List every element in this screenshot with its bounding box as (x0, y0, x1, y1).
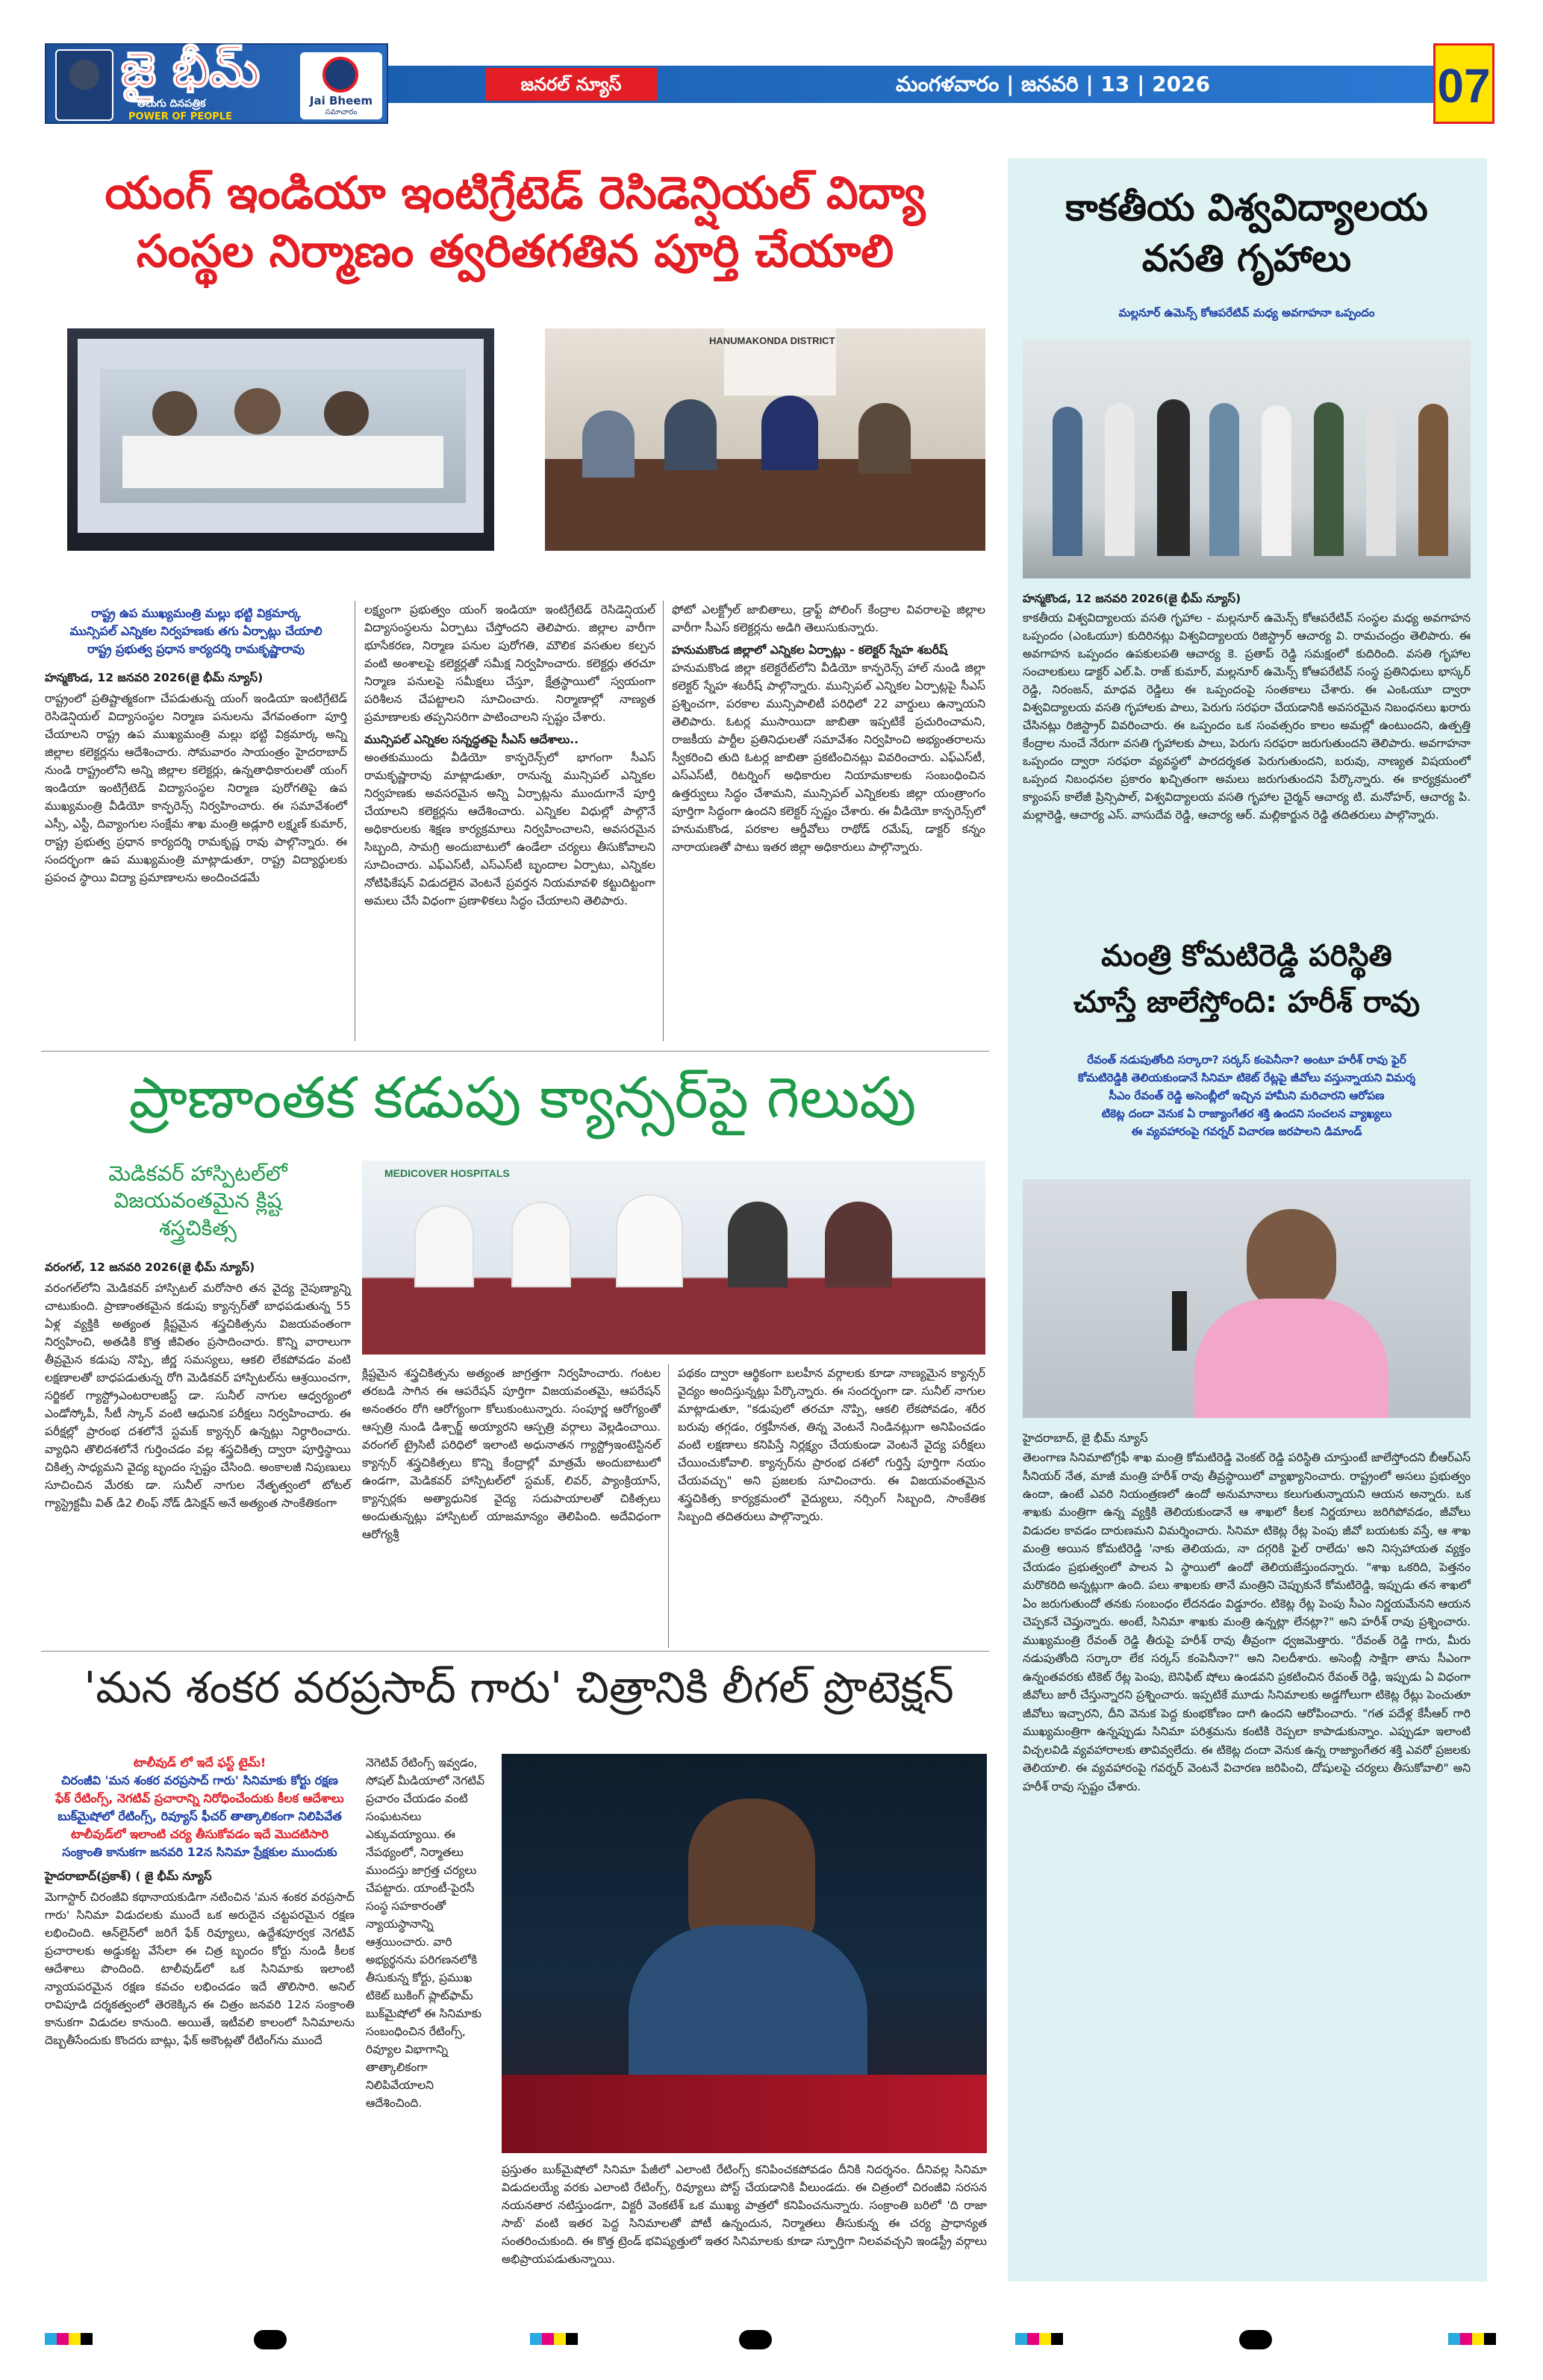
story3-col3 (502, 2161, 987, 2268)
color-bar (1448, 2333, 1496, 2348)
story2-deck-2: విజయవంతమైన క్లిష్ట (113, 1188, 282, 1214)
sidebar-s2-deck-item: కోమటిరెడ్డికి తెలియకుండానే సినిమా టికెట్ రేట్లపై జీవోలు వస్తున్నాయని విమర్శ (1078, 1071, 1415, 1084)
story1-body3b: హనుమకొండ జిల్లా కలెక్టరేట్‌లోని వీడియో కాన్ఫరెన్స్ హాల్ నుండి జిల్లా కలెక్టర్ స్నేహ శబరీష్ పాల్గొన్నారు. మున్సిపల్ ఎన్నికల ఏర్పాట్లపై సీఎస్ ప్రశ్నించగా, పరకాల మున్సిపాలిటీ పరిధిలో 22 వార్డులు ఉన్నాయని తెలిపారు. ఓటర్ల ముసాయిదా జాబితా ఇప్పటికే ప్రచురించామని, రాజకీయ పార్టీల ప్రతినిధులతో సమావేశం నిర్వహించి అభ్యంతరాలను స్వీకరించి తుది ఓటర్ల జాబితా ప్రకటించినట్లు వివరించారు. ఎఫ్ఎస్‌టీ, ఎస్ఎస్‌టీ, రిటర్నింగ్ అధికారుల నియామకాలకు సంబంధించిన ఉత్తర్వులు సిద్ధం చేశామని, మున్సిపల్ ఎన్నికలకు జిల్లా యంత్రాంగం పూర్తిగా సిద్ధంగా ఉందని కలెక్టర్ స్పష్టం చేశారు. ఈ వీడియో కాన్ఫరెన్స్‌లో హనుమకొండ, పరకాల ఆర్డీవోలు రాథోడ్ రమేష్, డాక్టర్ కన్నం నారాయణతో పాటు ఇతర జిల్లా అధికారులు పాల్గొన్నారు. (672, 661, 985, 855)
sidebar-story1-deck: మల్లనూర్ ఉమెన్స్ కోఆపరేటివ్ మధ్య అవగాహనా ఒప్పందం (1118, 306, 1375, 319)
sidebar-s2-deck-item: రేవంత్ నడుపుతోంది సర్కారా? సర్కస్ కంపెనీనా? అంటూ హరీశ్ రావు ఫైర్ (1087, 1053, 1406, 1066)
story3-bullet: టాలీవుడ్ లో ఇదే ఫస్ట్ టైమ్! (133, 1755, 266, 1770)
newspaper-logo[interactable] (45, 43, 388, 124)
story3-body3: ప్రస్తుతం బుక్‌మైషోలో సినిమా పేజీలో ఎలాంటి రేటింగ్స్ కనిపించకపోవడం దీనికి నిదర్శనం. దీనివల్ల సినిమా విడుదలయ్యే వరకు ఎలాంటి రేటింగ్స్, రివ్యూలు పోస్ట్ చేయడానికి వీలుండదు. ఈ చిత్రంలో చిరంజీవి సరసన నయనతార నటిస్తుండగా, విక్టరీ వెంకటేశ్ ఒక ముఖ్య పాత్రలో కనిపించనున్నారు. సంక్రాంతి బరిలో 'ది రాజా సాబ్' వంటి ఇతర పెద్ద సినిమాలతో పోటీ ఉన్నందున, నిర్మాతలు తీసుకున్న ఈ చర్య ప్రాధాన్యత సంతరించుకుంది. ఈ కొత్త ట్రెండ్ భవిష్యత్తులో ఇతర సినిమాలకు కూడా స్ఫూర్తిగా నిలవవచ్చని ఇండస్ట్రీ వర్గాలు అభిప్రాయపడుతున్నాయి. (502, 2163, 987, 2267)
sidebar-s1-body: కాకతీయ విశ్వవిద్యాలయ వసతి గృహాల - మల్లనూర్ ఉమెన్స్ కోఆపరేటివ్ సంస్థల మధ్య అవగాహన ఒప్పందం (ఎంఓయూ) కుదిరినట్లు విశ్వవిద్యాలయ రిజిస్ట్రార్ ఆచార్య వి. రామచంద్రం తెలిపారు. ఈ అవగాహన ఒప్పందం ఉపకులపతి ఆచార్య కె. ప్రతాప్ రెడ్డి సమక్షంలో కుదిరింది. వసతి గృహాల సంచాలకులు డాక్టర్ ఎల్.పి. రాజ్ కుమార్, మల్లనూర్ ఉమెన్స్ కోఆపరేటివ్ సంస్థ ప్రతినిధులు భాస్కర్ రెడ్డి, నిరంజన్, మాధవ రెడ్డిలు ఈ ఒప్పందంపై సంతకాలు చేశారు. ఈ ఎంఓయూ ద్వారా విశ్వవిద్యాలయ వసతి గృహాలకు పాలు, పెరుగు సరఫరా చేయడానికి అవసరమైన నిబంధనలు ఖరారు చేసినట్లు రిజిస్ట్రార్ వివరించారు. ఈ ఒప్పందం ఒక సంవత్సరం కాలం అమల్లో ఉంటుందని, ఉత్పత్తి కేంద్రాల నుంచే నేరుగా వసతి గృహాలకు పాలు, పెరుగు సరఫరా జరుగుతుందని తెలిపారు. అవగాహనా ఒప్పందం ద్వారా సరఫరా వ్యవస్థలో పారదర్శకత పెరుగుతుందని, బరువు, నాణ్యత విషయంలో ఒప్పంద నిబంధనల ప్రకారం ఖచ్చితంగా అమలు జరుగుతుందని పేర్కొన్నారు. ఈ కార్యక్రమంలో క్యాంపస్ కాలేజీ ప్రిన్సిపాల్, విశ్వవిద్యాలయ వసతి గృహాల చైర్మన్ ఆచార్య టి. మనోహర్, ఆచార్య పి. మల్లారెడ్డి, ఆచార్య ఎస్. వాసుదేవ రెడ్డి, ఆచార్య ఆర్. మల్లికార్జున రెడ్డి తదితరులు పాల్గొన్నారు. (1023, 611, 1471, 822)
story1-subhead: మున్సిపల్ ఎన్నికల సన్నద్ధతపై సీఎస్ ఆదేశాలు.. (364, 733, 579, 747)
story2-photo (362, 1161, 985, 1355)
color-bar (530, 2333, 578, 2348)
story2-headline: ప్రాణాంతక కడుపు క్యాన్సర్‌పై గెలుపు (128, 1064, 917, 1131)
story3-bullet: టాలీవుడ్‌లో ఇలాంటి చర్య తీసుకోవడం ఇదే మొదటిసారి (70, 1827, 329, 1841)
story2-body3: పథకం ద్వారా ఆర్థికంగా బలహీన వర్గాలకు కూడా నాణ్యమైన క్యాన్సర్ వైద్యం అందిస్తున్నట్లు పేర్కొన్నారు. ఈ సందర్భంగా డా. సునీల్ నాగుల మాట్లాడుతూ, "కడుపులో తరచూ నొప్పి, ఆకలి లేకపోవడం, శరీర బరువు తగ్గడం, రక్తహీనత, తిన్న వెంటనే నిండినట్లుగా అనిపించడం వంటి లక్షణాలు కనిపిస్తే నిర్లక్ష్యం చేయకుండా వెంటనే వైద్య పరీక్షలు చేయించుకోవాలి. క్యాన్సర్‌ను ప్రారంభ దశలో గుర్తిస్తే పూర్తిగా నయం చేయవచ్చు" అని ప్రజలకు సూచించారు. ఈ విజయవంతమైన శస్త్రచికిత్స కార్యక్రమంలో వైద్యులు, నర్సింగ్ సిబ్బంది, సాంకేతిక సిబ్బంది తదితరులు పాల్గొన్నారు. (678, 1367, 985, 1524)
sidebar-story2-headline (1023, 933, 1471, 1025)
story3-movie-poster (502, 1754, 987, 2153)
story1-photo-caption: HANUMAKONDA DISTRICT (709, 335, 835, 346)
sidebar-story1-photo (1023, 340, 1471, 578)
story1-col2 (364, 601, 655, 910)
story2-body1: వరంగల్‌లోని మెడికవర్ హాస్పిటల్ మరోసారి తన వైద్య నైపుణ్యాన్ని చాటుకుంది. ప్రాణాంతకమైన కడుపు క్యాన్సర్‌తో బాధపడుతున్న 55 ఏళ్ల వ్యక్తికి అత్యంత క్లిష్టమైన శస్త్రచికిత్సను విజయవంతంగా నిర్వహించి, అతడికి కొత్త జీవితం ప్రసాదించారు. కొన్ని వారాలుగా తీవ్రమైన కడుపు నొప్పి, జీర్ణ సమస్యలు, ఆకలి లేకపోవడం వంటి లక్షణాలతో బాధపడుతున్న రోగి మెడికవర్ హాస్పిటల్‌ను ఆశ్రయించగా, సర్జికల్ గ్యాస్ట్రోఎంటరాలజిస్ట్ డా. సునీల్ నాగుల ఆధ్వర్యంలో ఎండోస్కోపీ, సీటీ స్కాన్ వంటి ఆధునిక పరీక్షలు నిర్వహించారు. ఈ పరీక్షల్లో ప్రారంభ దశలోనే స్టమక్ క్యాన్సర్ ఉన్నట్లు నిర్ధారించారు. వ్యాధిని తొలిదశలోనే గుర్తించడం వల్ల శస్త్రచికిత్స ద్వారా పూర్తిస్థాయి చికిత్స సాధ్యమని వైద్య బృందం స్పష్టం చేసింది. అంకాలజీ నిపుణులు సూచించిన మేరకు డా. సునీల్ నాగుల నేతృత్వంలో టోటల్ గ్యాస్ట్రెక్టమీ విత్ డి2 లింఫ్ నోడ్ డిసెక్షన్ అనే అత్యంత సాంకేతికంగా (45, 1281, 351, 1511)
story3-headline: 'మన శంకర వరప్రసాద్ గారు' చిత్రానికి లీగల్ ప్రొటెక్షన్ (84, 1662, 954, 1713)
story1-headline (41, 164, 989, 281)
story1-photo-meeting (545, 328, 985, 551)
story3-bullet: సంక్రాంతి కానుకగా జనవరి 12న సినిమా ప్రేక్షకుల ముందుకు (62, 1845, 337, 1859)
story2-col3 (678, 1364, 985, 1525)
story2-deck-1: మెడికవర్ హాస్పిటల్‌లో (108, 1161, 287, 1186)
story1-col1 (45, 605, 347, 887)
story2-body2: క్లిష్టమైన శస్త్రచికిత్సను అత్యంత జాగ్రత్తగా నిర్వహించారు. గంటల తరబడి సాగిన ఈ ఆపరేషన్ పూర్తిగా విజయవంతమై, ఆపరేషన్ అనంతరం రోగి ఆరోగ్యంగా కోలుకుంటున్నారు. సంపూర్ణ ఆరోగ్యంతో ఆస్పత్రి నుండి డిశ్చార్జ్ అయ్యారని ఆస్పత్రి వర్గాలు వెల్లడించాయి. వరంగల్ ట్రైసిటీ పరిధిలో ఇలాంటి అధునాతన గ్యాస్ట్రోఇంటెస్టినల్ క్యాన్సర్ శస్త్రచికిత్సలు కొన్ని కేంద్రాల్లో మాత్రమే అందుబాటులో ఉండగా, మెడికవర్ హాస్పిటల్‌లో స్టమక్, లివర్, ప్యాంక్రియాస్, క్యాన్సర్లకు అత్యాధునిక వైద్య సదుపాయాలతో చికిత్సలు అందుతున్నట్లు హాస్పిటల్ యాజమాన్యం తెలిపింది. అదేవిధంగా ఆరోగ్యశ్రీ (362, 1367, 661, 1542)
brand-tagline: POWER OF PEOPLE (128, 111, 232, 122)
story1-byline: హన్మకొండ, 12 జనవరి 2026(జై భీమ్ న్యూస్) (45, 671, 264, 684)
story2-deck-3: శస్త్రచికిత్స (159, 1215, 237, 1240)
sidebar-story1-text (1023, 590, 1471, 824)
sidebar-s1-line2: వసతి గృహాలు (1141, 236, 1352, 280)
registration-mark (739, 2330, 772, 2349)
story1-body2b: అంతకుముందు వీడియో కాన్ఫరెన్స్‌లో భాగంగా సీఎస్ రామకృష్ణారావు మాట్లాడుతూ, రానున్న మున్సిపల్ ఎన్నికల నిర్వహణకు అవసరమైన అన్ని ఏర్పాట్లను ముందుగానే పూర్తి చేయాలని కలెక్టర్లను ఆదేశించారు. ఎన్నికల విధుల్లో పాల్గొనే అధికారులకు శిక్షణ కార్యక్రమాలు నిర్వహించాలని, అవసరమైన సిబ్బంది, సామగ్రి అందుబాటులో ఉండేలా చర్యలు తీసుకోవాలని సూచించారు. ఎఫ్ఎస్‌టీ, ఎస్ఎస్‌టీ బృందాల ఏర్పాటు, ఎన్నికల నోటిఫికేషన్ విడుదలైన వెంటనే ప్రవర్తన నియమావళి కట్టుదిట్టంగా అమలు చేసే విధంగా ప్రణాళికలు సిద్ధం చేయాలని తెలిపారు. (364, 751, 655, 908)
story2-col1 (45, 1161, 351, 1512)
story1-body3a: ఫోటో ఎలక్ట్రోల్ జాబితాలు, డ్రాఫ్ట్ పోలింగ్ కేంద్రాల వివరాలపై జిల్లాల వారీగా సీఎస్ కలెక్టర్లను అడిగి తెలుసుకున్నారు. (672, 603, 985, 635)
story1-col3 (672, 601, 985, 856)
story3-bullet: ఫేక్ రేటింగ్స్, నెగటివ్ ప్రచారాన్ని నిరోధించేందుకు కీలక ఆదేశాలు (55, 1791, 344, 1805)
sidebar-s2-line2: చూస్తే జాలేస్తోంది: హరీశ్ రావు (1073, 985, 1421, 1019)
story1-photo-videoconf (67, 328, 494, 551)
story3-col1 (45, 1754, 355, 2049)
story1-deck-3: రాష్ట్ర ప్రభుత్వ ప్రధాన కార్యదర్శి రామకృష్ణారావు (87, 642, 305, 656)
story3-bullets (45, 1754, 355, 1861)
story1-body1: రాష్ట్రంలో ప్రతిష్టాత్మకంగా చేపడుతున్న యంగ్ ఇండియా ఇంటిగ్రేటెడ్ రెసిడెన్షియల్ విద్యాసంస్థల నిర్మాణ పనులను వేగవంతంగా పూర్తి చేయాలని రాష్ట్ర ఉప ముఖ్యమంత్రి మల్లు భట్టి విక్రమార్క అన్ని జిల్లాల కలెక్టర్లను ఆదేశించారు. సోమవారం సాయంత్రం హైదరాబాద్ నుండి రాష్ట్రంలోని అన్ని జిల్లాల కలెక్టర్లు, ఉన్నతాధికారులతో యంగ్ ఇండియా ఇంటిగ్రేటెడ్ విద్యాసంస్థల నిర్మాణ పురోగతిపై ఉప ముఖ్యమంత్రి వీడియో కాన్ఫరెన్స్ నిర్వహించారు. ఈ సమావేశంలో ఎస్సీ, ఎస్టీ, దివ్యాంగుల సంక్షేమ శాఖ మంత్రి అడ్లూరి లక్ష్మణ్ కుమార్, రాష్ట్ర ప్రభుత్వ ప్రధాన కార్యదర్శి రామకృష్ణ రావు పాల్గొన్నారు. ఈ సందర్భంగా ఉప ముఖ్యమంత్రి మాట్లాడుతూ, రాష్ట్ర విద్యార్థులకు ప్రపంచ స్థాయి విద్యా ప్రమాణాలను అందించడమే (45, 692, 347, 885)
sidebar-story2-deck (1023, 1051, 1471, 1140)
column-rule (668, 1364, 669, 1648)
divider (41, 1051, 989, 1052)
story2-byline: వరంగల్, 12 జనవరి 2026(జై భీమ్ న్యూస్) (45, 1261, 255, 1275)
color-bar (1015, 2333, 1063, 2348)
portrait-icon (55, 49, 113, 121)
story3-bullet: బుక్‌మైషోలో రేటింగ్స్, రివ్యూస్ ఫీచర్ తాత్కాలికంగా నిలిపివేత (57, 1809, 342, 1823)
story1-headline-line2: సంస్థల నిర్మాణం త్వరితగతిన పూర్తి చేయాలి (136, 225, 894, 278)
monitor-screen (78, 339, 484, 533)
story3-bullet: చిరంజీవి 'మన శంకర వరప్రసాద్ గారు' సినిమాకు కోర్టు రక్షణ (61, 1773, 338, 1787)
story1-deck (45, 605, 347, 658)
sidebar-s1-line1: కాకతీయ విశ్వవిద్యాలయ (1065, 186, 1428, 229)
masthead (45, 43, 1497, 124)
story1-subhead2: హనుమకొండ జిల్లాలో ఎన్నికల ఏర్పాట్లు - కలెక్టర్ స్నేహ శబరీష్ (672, 643, 948, 658)
story1-deck-2: మున్సిపల్ ఎన్నికల నిర్వహణకు తగు ఏర్పాట్లు చేయాలి (69, 624, 322, 638)
emblem-icon (322, 57, 358, 93)
sidebar-s2-line1: మంత్రి కోమటిరెడ్డి పరిస్థితి (1101, 939, 1392, 973)
dateline: మంగళవారం | జనవరి | 13 | 2026 (896, 72, 1211, 96)
story2-deck (45, 1161, 351, 1242)
sidebar-s2-body: తెలంగాణ సినిమాటోగ్రఫీ శాఖ మంత్రి కోమటిరెడ్డి వెంకట్ రెడ్డి పరిస్థితి చూస్తుంటే జాలేస్తోందని బీఆర్ఎస్ సీనియర్ నేత, మాజీ మంత్రి హరీశ్ రావు తీవ్రస్థాయిలో వ్యాఖ్యానించారు. రాష్ట్రంలో అసలు ప్రభుత్వం ఉందా, ఉంటే ఎవరి నియంత్రణలో ఉందో అనుమానాలు కలుగుతున్నాయని ఆయన అన్నారు. ఒక శాఖకు మంత్రిగా ఉన్న వ్యక్తికి తెలియకుండానే ఆ శాఖలో కీలక నిర్ణయాలు జరిగిపోవడం, జీవోలు విడుదల కావడం దారుణమని విమర్శించారు. సినిమా టికెట్ల రేట్ల పెంపు జీవో బయటకు వస్తే, ఆ శాఖ మంత్రి అయిన కోమటిరెడ్డి 'నాకు తెలియదు, నా దగ్గరికి ఫైల్ రాలేదు' అని నిస్సహాయత వ్యక్తం చేయడం ప్రభుత్వంలో పాలన ఏ స్థాయిలో ఉందో తెలియజేస్తుందన్నారు. "శాఖ ఒకరిది, పెత్తనం మరొకరిది అన్నట్లుగా ఉంది. పలు శాఖలకు తానే మంత్రిని చెప్పుకునే కోమటిరెడ్డి, ఇప్పుడు తన శాఖలో ఏం జరుగుతుందో తనకు సంబంధం లేదనడం విడ్డూరం. టికెట్ల రేట్ల పెంపు సీఎం నిర్ణయమేనని ఆయన చెప్పకనే చెప్తున్నారు. అంటే, సినిమా శాఖకు మంత్రి ఉన్నట్లా లేనట్లా?" అని హరీశ్ రావు ప్రశ్నించారు. ముఖ్యమంత్రి రేవంత్ రెడ్డి తీరుపై హరీశ్ రావు తీవ్రంగా ధ్వజమెత్తారు. "రేవంత్ రెడ్డి గారు, మీరు నడుపుతోంది సర్కారా లేక సర్కస్ కంపెనీనా?" అని నిలదీశారు. అసెంబ్లీ సాక్షిగా తాను సీఎంగా ఉన్నంతవరకు టికెట్ రేట్ల పెంపు, బెనిఫిట్ షోలు ఉండవని ప్రకటించిన రేవంత్ రెడ్డి, ఇప్పుడు ఏ విధంగా జీవోలు జారీ చేస్తున్నారని ప్రశ్నించారు. ఇప్పటికే మూడు సినిమాలకు అడ్డగోలుగా టికెట్ల రేట్లు పెంచుతూ జీవోలు ఇచ్చారని, దీని వెనుక పెద్ద కుంభకోణం దాగి ఉందని ఆరోపించారు. "గత పదేళ్ల కేసీఆర్ గారి ముఖ్యమంత్రిగా ఉన్నప్పుడు సినిమా పరిశ్రమను కంటికి రెప్పలా కాపాడుకున్నాం. ఎప్పుడూ ఇలాంటి విచ్చలవిడి వ్యవహారాలకు తావివ్వలేదు. ఈ టికెట్ల దందా వెనుక ఉన్న రాజ్యాంగేతర శక్తి ఎవరో ప్రజలకు తెలియాలి. ఈ వ్యవహారంపై గవర్నర్ వెంటనే విచారణ జరిపించి, దోషులపై చర్యలు తీసుకోవాలి" అని హరీశ్ రావు స్పష్టం చేశారు. (1023, 1451, 1471, 1793)
sidebar-story2-text (1023, 1429, 1471, 1796)
sidebar-story1-headline (1023, 183, 1471, 284)
brand-subtitle: తెలుగు దినపత్రిక (137, 98, 206, 110)
sidebar-s2-byline: హైదరాబాద్, జై భీమ్ న్యూస్ (1023, 1431, 1148, 1445)
sidebar-story2-photo (1023, 1179, 1471, 1418)
sidebar-s2-deck-item: సీఎం రేవంత్ రెడ్డి అసెంబ్లీలో ఇచ్చిన హామీని మరిచారని ఆరోపణ (1109, 1089, 1385, 1102)
color-bar (45, 2333, 93, 2348)
column-rule (663, 601, 664, 1041)
page-number: 07 (1433, 43, 1494, 124)
story3-col2 (366, 1754, 493, 2112)
sidebar-s1-byline: హన్మకొండ, 12 జనవరి 2026(జై భీమ్ న్యూస్) (1023, 592, 1241, 605)
story3-byline: హైదరాబాద్(ప్రకాశ్) ( జై భీమ్ న్యూస్ (45, 1870, 212, 1883)
story2-photo-caption: MEDICOVER HOSPITALS (384, 1167, 510, 1179)
brand-name: జై భీమ్ (121, 42, 261, 98)
story1-deck-1: రాష్ట్ర ఉప ముఖ్యమంత్రి మల్లు భట్టి విక్రమార్క (91, 606, 301, 620)
sidebar-s2-deck-item: ఈ వ్యవహారంపై గవర్నర్ విచారణ జరపాలని డిమాండ్ (1131, 1125, 1362, 1138)
print-registration-marks (45, 2329, 1497, 2351)
registration-mark (254, 2330, 287, 2349)
badge-sub: సమాచారం (325, 108, 358, 116)
story3-body1: మెగాస్టార్ చిరంజీవి కథానాయకుడిగా నటించిన 'మన శంకర వరప్రసాద్ గారు' సినిమా విడుదలకు ముందే ఒక అరుదైన చట్టపరమైన రక్షణ లభించింది. ఆన్‌లైన్‌లో జరిగే ఫేక్ రివ్యూలు, ఉద్దేశపూర్వక నెగటివ్ ప్రచారాలకు అడ్డుకట్ట వేసేలా ఈ చిత్ర బృందం కోర్టు నుండి కీలక ఆదేశాలు పొందింది. టాలీవుడ్‌లో ఒక సినిమాకు ఇలాంటి న్యాయపరమైన రక్షణ కవచం లభించడం ఇదే తొలిసారి. అనిల్ రావిపూడి దర్శకత్వంలో తెరకెక్కిన ఈ చిత్రం జనవరి 12న సంక్రాంతి కానుకగా విడుదల కానుంది. అయితే, ఇటీవలి కాలంలో సినిమాలను దెబ్బతీసేందుకు కొందరు బాట్లు, ఫేక్ అకౌంట్లతో రేటింగ్‌ను ముందే (45, 1890, 355, 2048)
badge-name: Jai Bheem (309, 94, 373, 107)
story2-col2 (362, 1364, 661, 1543)
registration-mark (1239, 2330, 1272, 2349)
story1-body2: లక్ష్యంగా ప్రభుత్వం యంగ్ ఇండియా ఇంటిగ్రేటెడ్ రెసిడెన్షియల్ విద్యాసంస్థలను ఏర్పాటు చేస్తోందని తెలిపారు. జిల్లాల వారీగా భూసేకరణ, నిర్మాణ పనుల పురోగతి, మౌలిక వసతుల కల్పన వంటి అంశాలపై కలెక్టర్లతో సమీక్ష నిర్వహించారు. కలెక్టర్లు తరచూ నిర్మాణ పనులపై సమీక్షలు చేస్తూ, క్షేత్రస్థాయిలో స్వయంగా పరిశీలన చేపట్టాలని సూచించారు. నిర్మాణాల్లో నాణ్యత ప్రమాణాలకు తప్పనిసరిగా పాటించాలని స్పష్టం చేశారు. (364, 603, 655, 725)
sidebar-s2-deck-item: టికెట్ల దందా వెనుక ఏ రాజ్యాంగేతర శక్తి ఉందని సంచలన వ్యాఖ్యలు (1101, 1107, 1392, 1120)
divider (41, 1651, 989, 1652)
story3-body2: నెగెటివ్ రేటింగ్స్ ఇవ్వడం, సోషల్ మీడియాలో నెగటివ్ ప్రచారం చేయడం వంటి సంఘటనలు ఎక్కువయ్యాయి. ఈ నేపథ్యంలో, నిర్మాతలు ముందస్తు జాగ్రత్త చర్యలు చేపట్టారు. యాంటీ-పైరసీ సంస్థ సహకారంతో న్యాయస్థానాన్ని ఆశ్రయించారు. వారి అభ్యర్థనను పరిగణనలోకి తీసుకున్న కోర్టు, ప్రముఖ టికెట్ బుకింగ్ ప్లాట్‌ఫామ్ బుక్‌మైషోలో ఈ సినిమాకు సంబంధించిన రేటింగ్స్, రివ్యూల విభాగాన్ని తాత్కాలికంగా నిలిపివేయాలని ఆదేశించింది. (366, 1756, 485, 2111)
section-label[interactable]: జనరల్ న్యూస్ (485, 68, 657, 101)
brand-badge (300, 52, 382, 119)
story1-headline-line1: యంగ్ ఇండియా ఇంటిగ్రేటెడ్ రెసిడెన్షియల్ విద్యా (105, 167, 926, 219)
